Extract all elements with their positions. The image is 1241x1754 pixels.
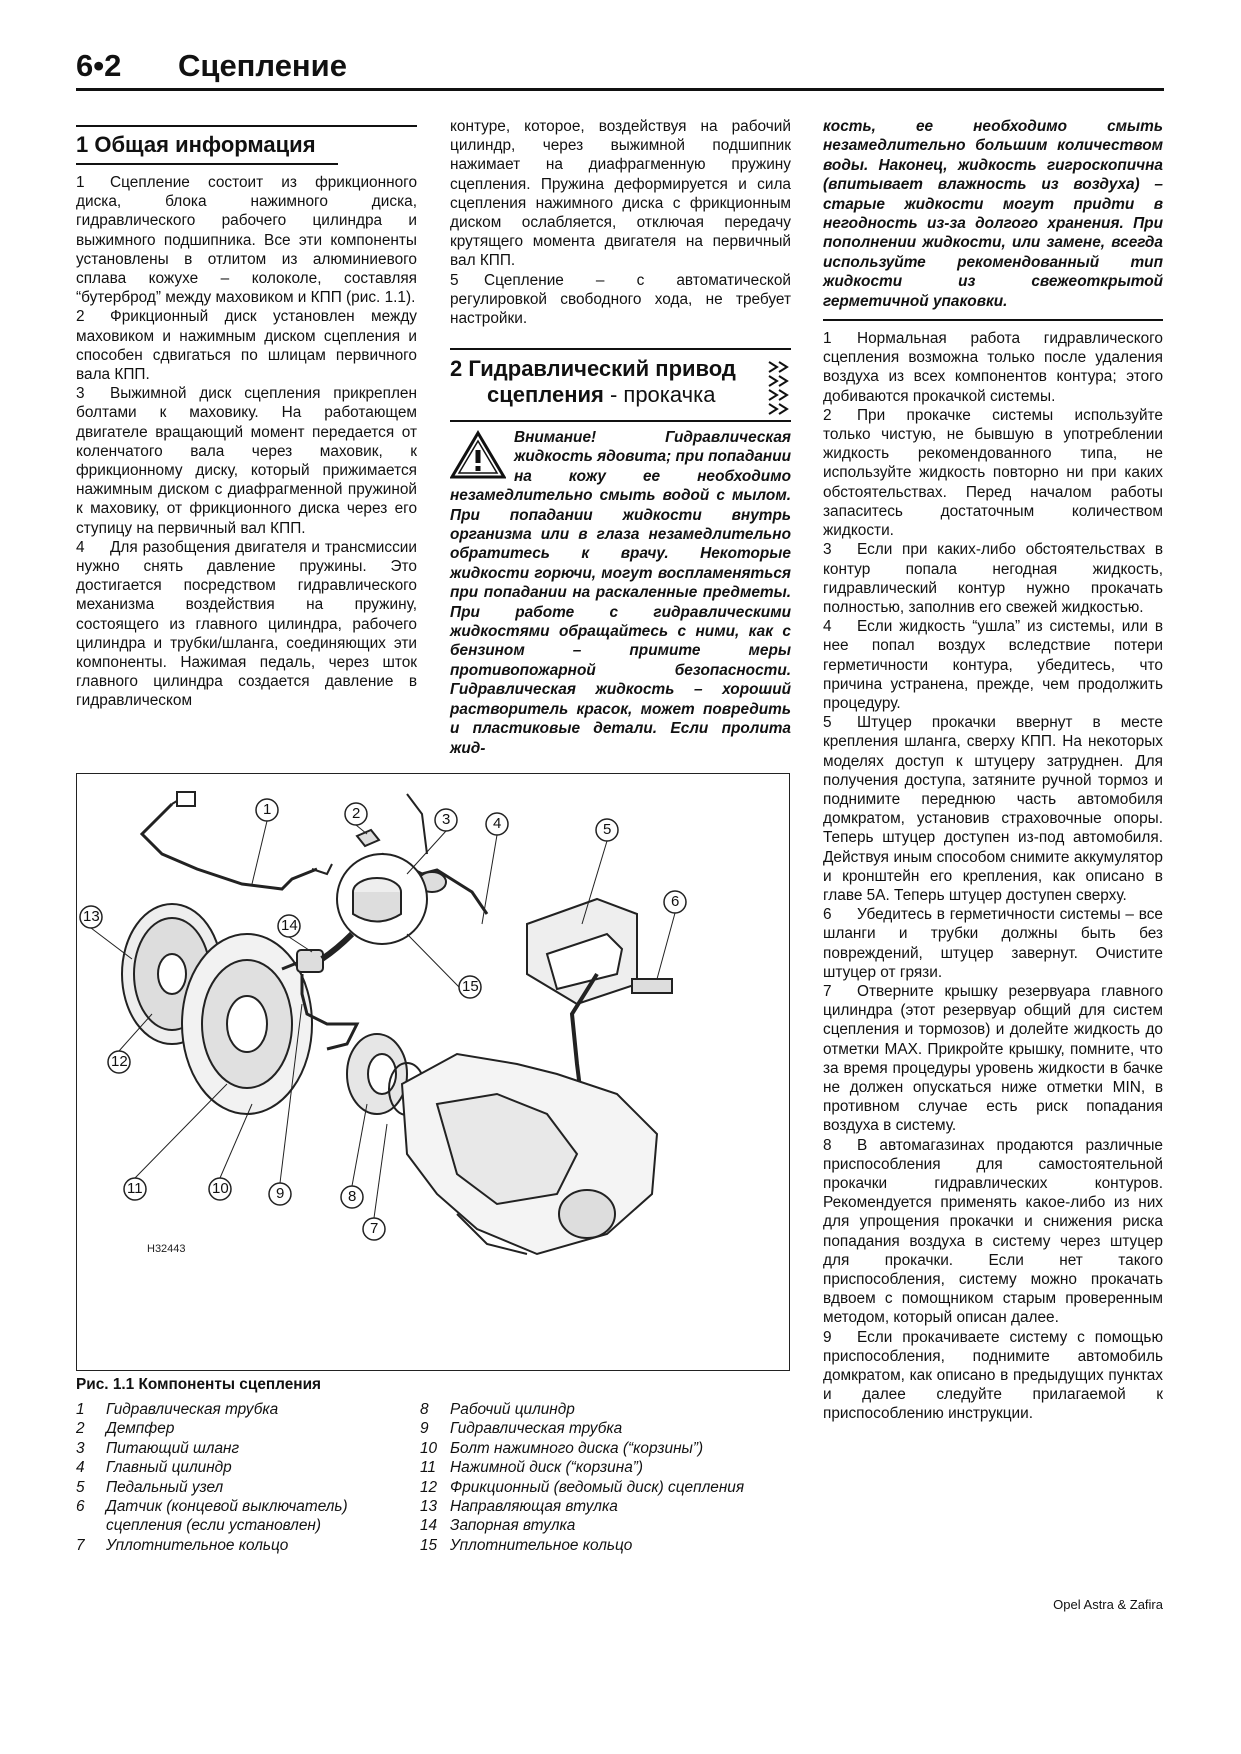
legend-row: 10 Болт нажимного диска (“корзины”) xyxy=(420,1439,704,1457)
callout-15: 15 xyxy=(462,978,479,995)
exploded-diagram xyxy=(77,774,789,1370)
warning-end-rule xyxy=(823,319,1163,321)
warning-text-block xyxy=(450,428,791,758)
warning-text: Внимание! Гидравлическая жидкость ядовита; при попадании на кожу ее необходимо незамедлительно смыть водой с мылом. При попадании жидкости внутрь организма или в глаза незамедлительно обратитесь к врачу. Некоторые жидкости горючи, могут воспламеняться при попадании на раскаленные предметы. При работе с гидравлическими жидкостями обращайтесь с ними, как с бензином – примите меры противопожарной безопасности. Гидравлическая жидкость – хороший растворитель красок, может повредить и пластиковые детали. Если пролита жид- xyxy=(450,429,791,757)
callout-3: 3 xyxy=(442,811,451,828)
legend-row: 6 Датчик (концевой выключатель) xyxy=(76,1498,348,1516)
footer-book-title: Opel Astra & Zafira xyxy=(1053,1597,1163,1612)
paragraph: 7 Отверните крышку резервуара главного цилиндра (этот резервуар общий для систем сцепления и тормозов) и долейте жидкость до отметки MAX. Прикройте крышку, помните, что за время процедуры уровень жидкости в бачке не должен опускаться ниже отметки MIN, в противном случае есть риск попадания воздуха в систему. xyxy=(823,982,1163,1135)
paragraph: 5 Сцепление – с автоматической регулировкой свободного хода, не требует настройки. xyxy=(450,271,791,328)
legend-row: 5 Педальный узел xyxy=(76,1478,224,1496)
paragraph: 3 Выжимной диск сцепления прикреплен болтами к маховику. На работающем двигателе вращающий момент передается от коленчатого вала через маховик, к фрикционному диску, который прижимается нажимным диском с диафрагменной пружиной к маховику, от фрикционного диска через его ступицу на первичный вал КПП. xyxy=(76,385,417,537)
legend-row: сцепления (если установлен) xyxy=(106,1517,321,1535)
warning-rule xyxy=(450,420,791,422)
section-2-title-line2-rest: - прокачка xyxy=(603,382,716,407)
paragraph: 2 При прокачке системы используйте только чистую, не бывшую в употреблении жидкость рекомендованного типа, не используйте жидкость повторно ни при каких обстоятельствах. Перед началом работы запаситесь достаточным количеством жидкости. xyxy=(823,406,1163,540)
paragraph: 6 Убедитесь в герметичности системы – все шланги и трубки должны быть без повреждений, штуцер завернут. Очистите штуцер от грязи. xyxy=(823,906,1163,981)
paragraph-continuation: контуре, которое, воздействуя на рабочий цилиндр, через выжимной подшипник нажимает на диафрагменную пружину сцепления. Пружина деформируется и сила сцепления нажимного диска с фрикционным диском ослабляется, отключая передачу крутящего момента двигателя на первичный вал КПП. xyxy=(450,118,791,270)
warning-continuation: кость, ее необходимо смыть незамедлительно большим количеством воды. Наконец, жидкость гигроскопична (впитывает влажность из воздуха) – старые жидкости могут придти в негодность из-за долгого хранения. При пополнении жидкости, или замене, всегда используйте рекомендованный тип жидкости из свежеоткрытой герметичной упаковки. xyxy=(823,118,1163,310)
legend-row: 4 Главный цилиндр xyxy=(76,1459,232,1477)
paragraph: 2 Фрикционный диск установлен между маховиком и нажимным диском сцепления и способен сдвигаться по шлицам первичного вала КПП. xyxy=(76,308,417,384)
legend-row: 15 Уплотнительное кольцо xyxy=(420,1536,633,1554)
figure-legend-right xyxy=(420,1400,800,1555)
section-1-underline xyxy=(76,163,338,165)
legend-row: 1 Гидравлическая трубка xyxy=(76,1401,279,1418)
paragraph: 4 Если жидкость “ушла” из системы, или в нее попал воздух вследствие потери герметичности контура, убедитесь, что причина устранена, прежде, чем продолжить процедуру. xyxy=(823,618,1163,712)
paragraph: 1 Сцепление состоит из фрикционного диска, блока нажимного диска, гидравлического рабочего цилиндра и выжимного подшипника. Все эти компоненты установлены в отлитом из алюминиевого сплава кожухе – колоколе, составляя “бутерброд” между маховиком и КПП (рис. 1.1). xyxy=(76,174,417,307)
section-2-heading xyxy=(450,348,791,408)
figure-code: H32443 xyxy=(147,1243,186,1255)
callout-10: 10 xyxy=(212,1180,229,1197)
paragraph: 3 Если при каких-либо обстоятельствах в контур попала негодная жидкость, гидравлический контур нужно прокачать полностью, заполнив его свежей жидкостью. xyxy=(823,541,1163,616)
chapter-title: Сцепление xyxy=(178,48,347,83)
column-1 xyxy=(76,173,417,711)
callout-12: 12 xyxy=(111,1053,128,1070)
paragraph: 9 Если прокачиваете систему с помощью приспособления, поднимите автомобиль домкратом, как описано в предыдущих пунктах и далее следуйте прилагаемой к приспособлению инструкции. xyxy=(823,1328,1163,1423)
callout-8: 8 xyxy=(348,1188,357,1205)
section-2-title-line1: 2 Гидравлический привод xyxy=(450,356,736,381)
legend-row: 2 Демпфер xyxy=(76,1420,175,1438)
legend-row: 11 Нажимной диск (“корзина”) xyxy=(420,1459,643,1477)
callout-14: 14 xyxy=(281,917,298,934)
section-1-heading xyxy=(76,125,417,165)
callout-6: 6 xyxy=(671,893,680,910)
header-rule xyxy=(76,88,1164,91)
callout-5: 5 xyxy=(603,821,612,838)
warning-triangle-icon xyxy=(450,430,506,480)
legend-row: 12 Фрикционный (ведомый диск) сцепления xyxy=(420,1478,745,1496)
figure-legend-left xyxy=(76,1400,416,1555)
callout-1: 1 xyxy=(263,801,272,818)
legend-row: 7 Уплотнительное кольцо xyxy=(76,1536,289,1554)
callout-7: 7 xyxy=(370,1220,379,1237)
section-1-title: 1 Общая информация xyxy=(76,132,316,157)
callout-2: 2 xyxy=(352,805,361,822)
callout-9: 9 xyxy=(276,1185,285,1202)
callout-13: 13 xyxy=(83,908,100,925)
clutch-components-figure xyxy=(76,773,790,1371)
column-3 xyxy=(823,117,1163,1424)
legend-row: 3 Питающий шланг xyxy=(76,1439,240,1457)
paragraph: 5 Штуцер прокачки ввернут в месте крепления шланга, сверху КПП. На некоторых моделях доступ к штуцеру затруднен. Для получения доступа, затяните ручной тормоз и поднимите переднюю часть автомобиля домкратом, установив страховочные опоры. Теперь штуцер доступен из-под автомобиля. Действуя иным способом снимите аккумулятор и кронштейн его крепления, как описано в главе 5А. Теперь штуцер доступен сверху. xyxy=(823,714,1163,904)
paragraph: 8 В автомагазинах продаются различные приспособления для самостоятельной прокачки гидравлических контуров. Рекомендуется применять какое-либо из них для упрощения прокачки и снижения риска попадания воздуха в систему через штуцер для прокачки. Если нет такого приспособления, систему можно прокачать вдвоем с помощником старым проверенным методом, который описан далее. xyxy=(823,1136,1163,1327)
section-2-title-line2-bold: сцепления xyxy=(487,382,604,407)
column-2 xyxy=(450,117,791,328)
callout-11: 11 xyxy=(127,1180,143,1197)
difficulty-wrench-icon xyxy=(765,356,791,418)
paragraph: 1 Нормальная работа гидравлического сцепления возможна только после удаления воздуха из всех компонентов контура; этого добиваются прокачкой системы. xyxy=(823,330,1163,405)
paragraph: 4 Для разобщения двигателя и трансмиссии нужно снять давление пружины. Это достигается посредством гидравлического механизма воздействия на пружину, состоящего из главного цилиндра, рабочего цилиндра и трубки/шланга, соединяющих эти компоненты. Нажимая педаль, через шток главного цилиндра создается давление в гидравлическом xyxy=(76,538,417,710)
callout-4: 4 xyxy=(493,815,502,832)
figure-caption: Рис. 1.1 Компоненты сцепления xyxy=(76,1376,322,1393)
legend-row: 14 Запорная втулка xyxy=(420,1517,576,1535)
page-number: 6•2 xyxy=(76,48,122,83)
legend-row: 9 Гидравлическая трубка xyxy=(420,1420,623,1438)
legend-row: 13 Направляющая втулка xyxy=(420,1498,618,1516)
legend-row: 8 Рабочий цилиндр xyxy=(420,1401,575,1418)
